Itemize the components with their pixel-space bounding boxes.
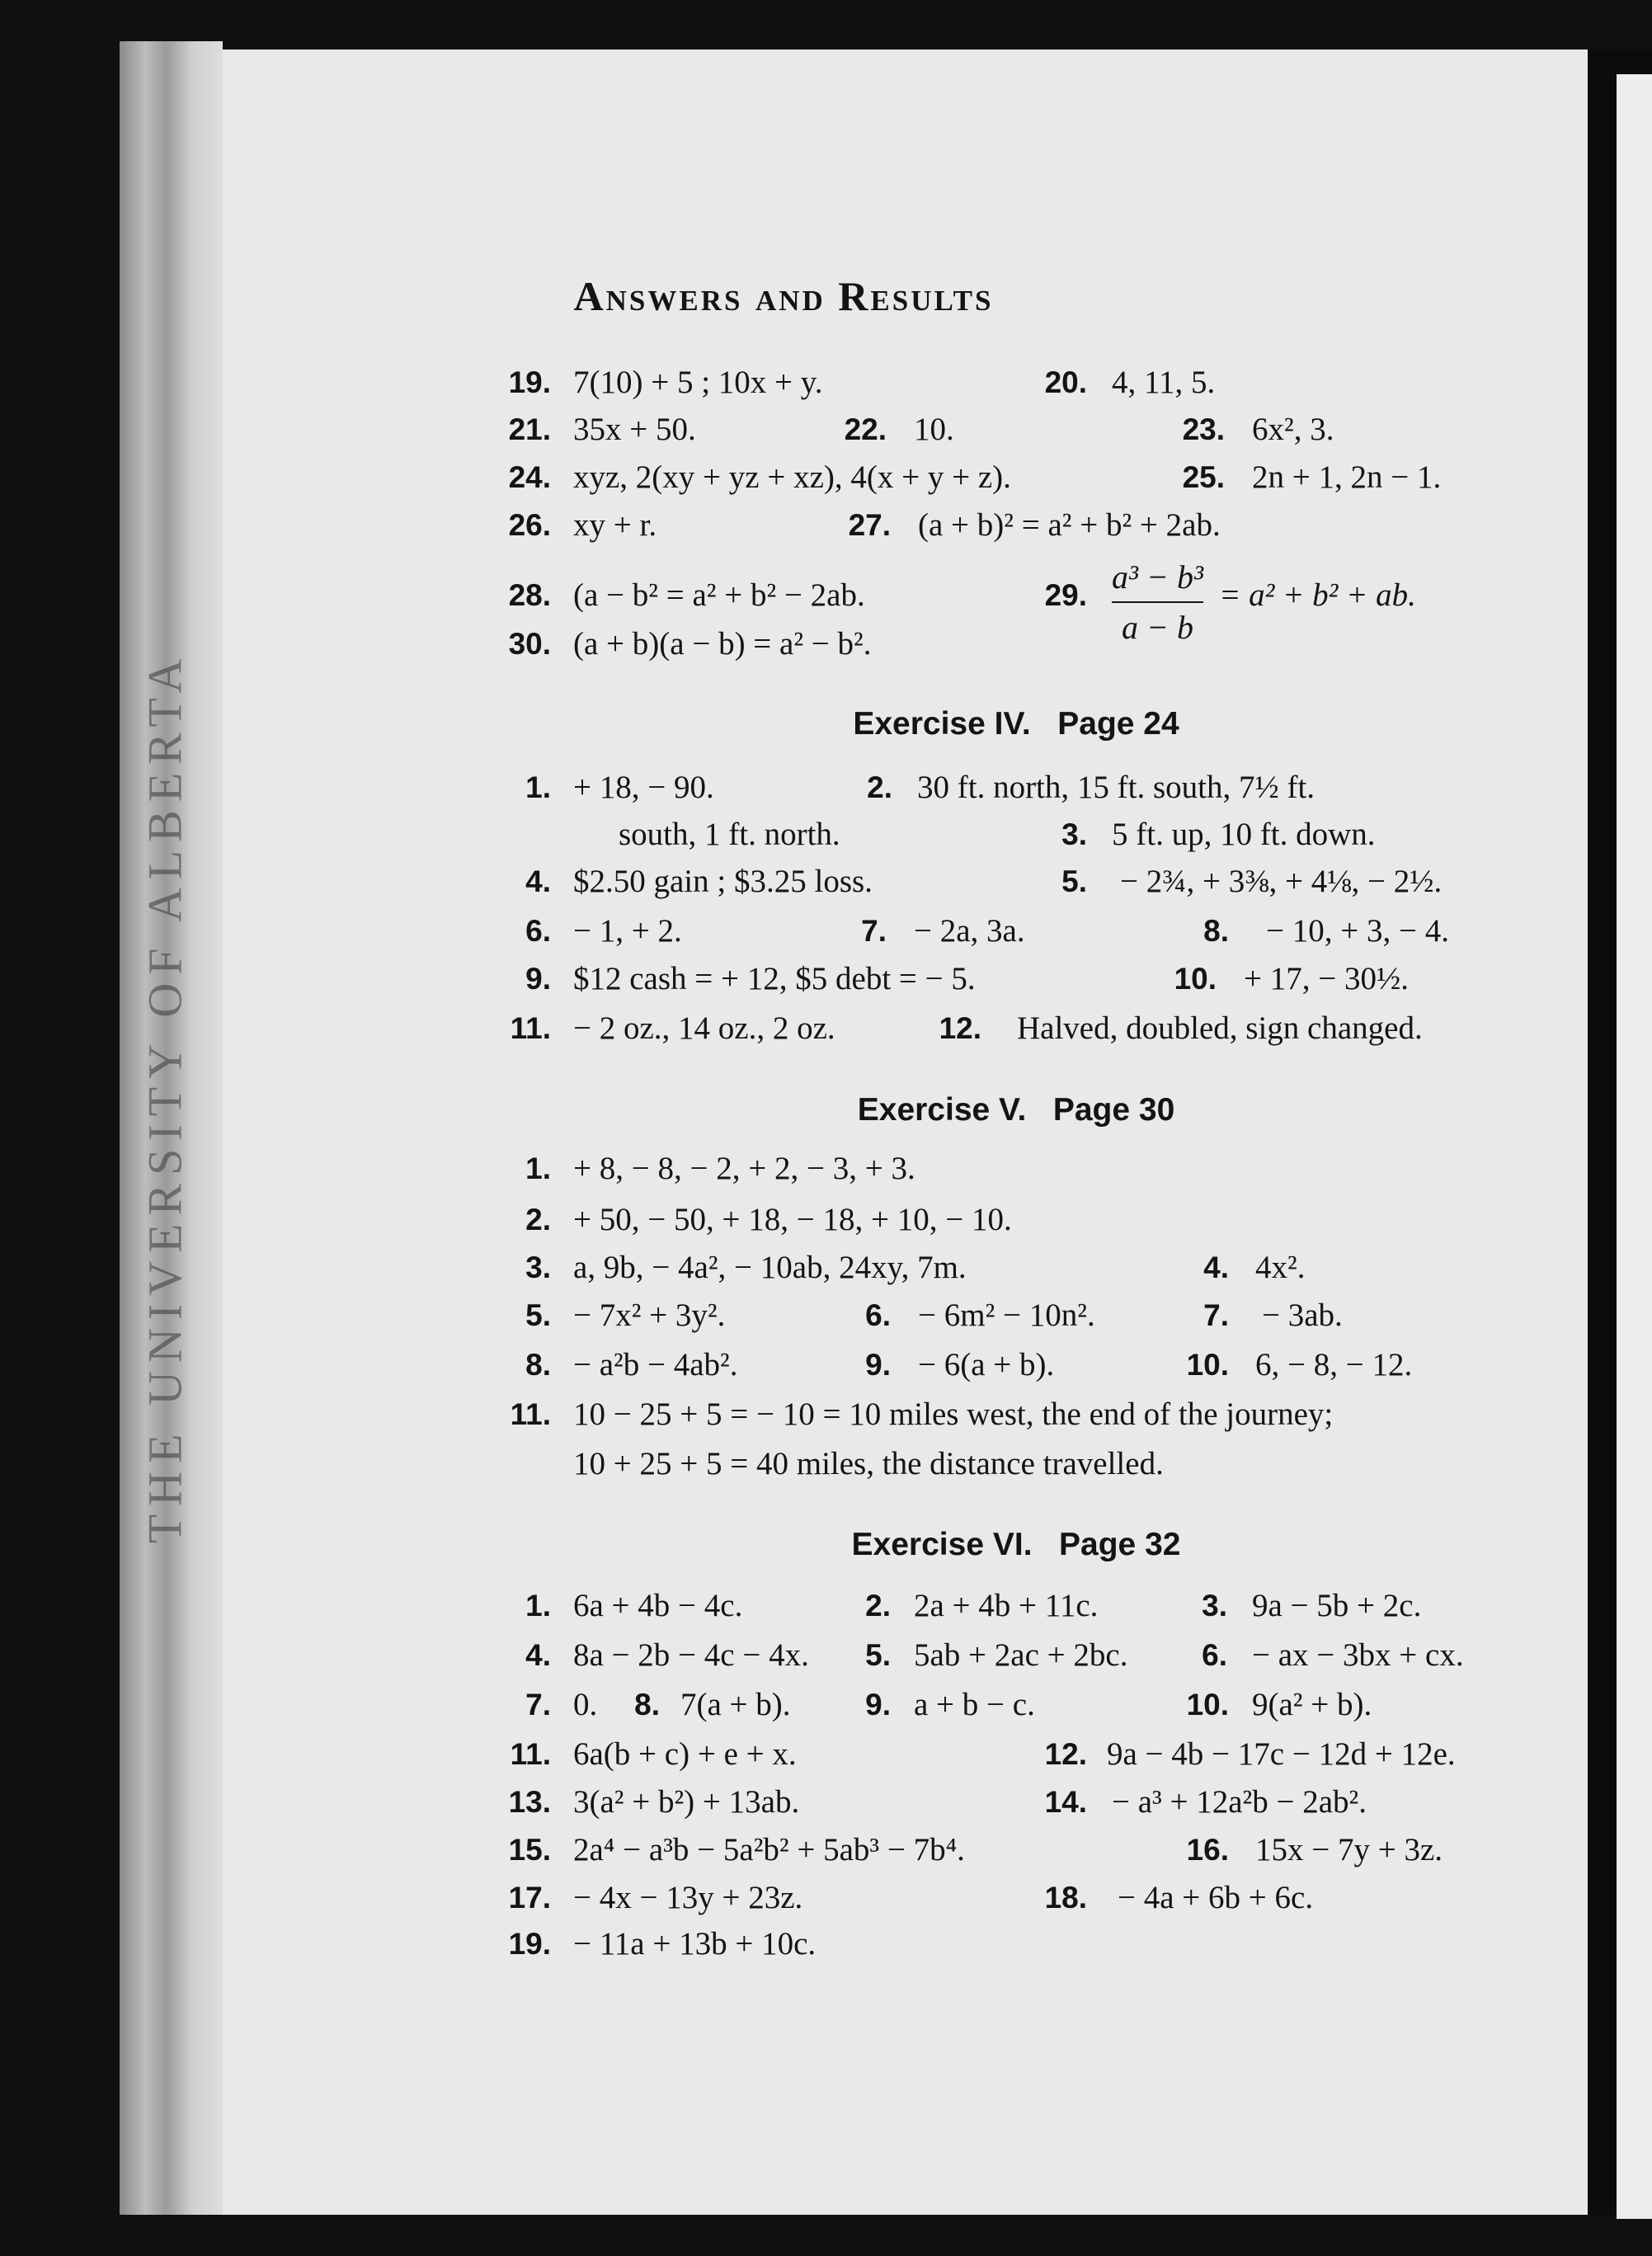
- answer-text: 3(a² + b²) + 13ab.: [573, 1784, 800, 1820]
- answer-text: − ax − 3bx + cx.: [1252, 1637, 1464, 1673]
- answer-text: 10.: [914, 412, 954, 447]
- answer-number: 5.: [865, 1638, 891, 1672]
- answer-text: 7(a + b).: [680, 1687, 791, 1722]
- library-stamp: THE UNIVERSITY OF ALBERTA: [138, 650, 192, 1544]
- answer-text: 6, − 8, − 12.: [1255, 1347, 1413, 1382]
- answer-text: + 17, − 30½.: [1244, 961, 1409, 996]
- answer-text: 0.: [573, 1687, 598, 1722]
- answer-text: xy + r.: [573, 507, 657, 543]
- answer-text: Halved, doubled, sign changed.: [1017, 1010, 1423, 1046]
- answer-text: 2a⁴ − a³b − 5a²b² + 5ab³ − 7b⁴.: [573, 1832, 965, 1867]
- answer-number: 3.: [1202, 1589, 1227, 1623]
- answer-number: 12.: [1044, 1737, 1087, 1771]
- answer-number: 24.: [508, 460, 551, 494]
- answer-number: 12.: [939, 1011, 981, 1045]
- answer-text: 15x − 7y + 3z.: [1255, 1832, 1443, 1867]
- answer-number: 6.: [525, 914, 551, 948]
- book-page: [132, 49, 1608, 2215]
- answer-text: 6a + 4b − 4c.: [573, 1588, 743, 1623]
- answer-number: 9.: [525, 962, 551, 996]
- answer-text: 7(10) + 5 ; 10x + y.: [573, 365, 823, 400]
- answer-number: 19.: [508, 365, 551, 399]
- answer-text: (a − b² = a² + b² − 2ab.: [573, 577, 865, 613]
- answer-number: 23.: [1182, 412, 1225, 446]
- answer-text: 5 ft. up, 10 ft. down.: [1112, 817, 1376, 852]
- answer-text: 9a − 4b − 17c − 12d + 12e.: [1107, 1736, 1456, 1772]
- answer-text: 6a(b + c) + e + x.: [573, 1736, 797, 1772]
- answer-text: (a + b)(a − b) = a² − b².: [573, 626, 872, 662]
- answer-number: 21.: [508, 412, 551, 446]
- answer-text: − 4a + 6b + 6c.: [1118, 1880, 1314, 1915]
- answer-text: − 3ab.: [1262, 1298, 1343, 1333]
- answer-number: 10.: [1186, 1348, 1229, 1382]
- answer-text: − 1, + 2.: [573, 913, 682, 949]
- answer-text: + 18, − 90.: [573, 770, 714, 805]
- answer-text: − 6(a + b).: [918, 1347, 1055, 1382]
- answer-number: 2.: [525, 1203, 551, 1236]
- answer-text: a + b − c.: [914, 1687, 1035, 1722]
- answer-number: 1.: [525, 770, 551, 804]
- fraction-denominator: a − b: [1121, 609, 1193, 646]
- fraction-bar: [1112, 601, 1203, 603]
- answer-text: 6x², 3.: [1252, 412, 1334, 447]
- answer-number: 9.: [865, 1348, 891, 1382]
- answer-text: 10 − 25 + 5 = − 10 = 10 miles west, the end of the journey;: [573, 1396, 1334, 1432]
- answer-number: 4.: [1203, 1250, 1229, 1284]
- answer-number: 13.: [508, 1785, 551, 1819]
- answer-number: 28.: [508, 578, 551, 612]
- answer-text: − 11a + 13b + 10c.: [573, 1926, 817, 1962]
- answer-text: south, 1 ft. north.: [619, 817, 840, 852]
- answer-number: 27.: [848, 508, 891, 542]
- answer-number: 3.: [1061, 817, 1087, 851]
- answer-text: − 4x − 13y + 23z.: [573, 1880, 803, 1915]
- answer-text: 10 + 25 + 5 = 40 miles, the distance travelled.: [573, 1446, 1164, 1481]
- answer-number: 3.: [525, 1250, 551, 1284]
- answer-number: 19.: [508, 1927, 551, 1961]
- answer-number: 10.: [1186, 1688, 1229, 1721]
- answer-text: − 2a, 3a.: [914, 913, 1025, 949]
- answer-number: 6.: [865, 1298, 891, 1332]
- answer-number: 17.: [508, 1881, 551, 1915]
- answer-number: 1.: [525, 1589, 551, 1623]
- answer-text: $2.50 gain ; $3.25 loss.: [573, 864, 873, 899]
- answer-text: 9a − 5b + 2c.: [1252, 1588, 1422, 1623]
- exercise-heading: Exercise VI. Page 32: [851, 1527, 1181, 1562]
- answer-number: 30.: [508, 627, 551, 661]
- answer-number: 2.: [865, 1589, 891, 1623]
- answer-number: 11.: [510, 1011, 551, 1045]
- answer-number: 7.: [1203, 1298, 1229, 1332]
- answer-number: 7.: [861, 914, 887, 948]
- answer-text: + 8, − 8, − 2, + 2, − 3, + 3.: [573, 1151, 915, 1186]
- answer-text: $12 cash = + 12, $5 debt = − 5.: [573, 961, 976, 996]
- exercise-heading: Exercise V. Page 30: [857, 1092, 1175, 1128]
- answer-text: 5ab + 2ac + 2bc.: [914, 1637, 1128, 1673]
- answer-text: − 10, + 3, − 4.: [1266, 913, 1449, 949]
- answer-number: 1.: [525, 1152, 551, 1185]
- answer-number: 5.: [525, 1298, 551, 1332]
- answer-number: 20.: [1044, 365, 1087, 399]
- answer-number: 4.: [525, 1638, 551, 1672]
- answer-number: 10.: [1174, 962, 1217, 996]
- next-page-edge: [1617, 74, 1652, 2219]
- answer-number: 2.: [867, 770, 892, 804]
- answer-text: a, 9b, − 4a², − 10ab, 24xy, 7m.: [573, 1250, 967, 1285]
- answer-number: 8.: [1203, 914, 1229, 948]
- answer-number: 16.: [1186, 1833, 1229, 1867]
- item-29-rhs: = a² + b² + ab.: [1219, 577, 1416, 613]
- answer-number: 25.: [1182, 460, 1225, 494]
- answer-text: 2a + 4b + 11c.: [914, 1588, 1099, 1623]
- answer-number: 26.: [508, 508, 551, 542]
- answer-number: 18.: [1044, 1881, 1087, 1915]
- answer-text: 9(a² + b).: [1252, 1687, 1372, 1722]
- fraction-numerator: a³ − b³: [1112, 558, 1203, 596]
- answer-text: 4x².: [1255, 1250, 1306, 1285]
- answer-text: − a³ + 12a²b − 2ab².: [1112, 1784, 1367, 1820]
- answer-text: 30 ft. north, 15 ft. south, 7½ ft.: [917, 770, 1315, 805]
- answer-number: 22.: [844, 412, 887, 446]
- answer-text: (a + b)² = a² + b² + 2ab.: [918, 507, 1221, 543]
- answer-text: + 50, − 50, + 18, − 18, + 10, − 10.: [573, 1202, 1012, 1237]
- answer-text: − 7x² + 3y².: [573, 1298, 726, 1333]
- answer-text: xyz, 2(xy + yz + xz), 4(x + y + z).: [573, 459, 1011, 495]
- answer-text: − 2 oz., 14 oz., 2 oz.: [573, 1010, 835, 1046]
- answer-number: 8.: [634, 1688, 660, 1721]
- answer-number: 8.: [525, 1348, 551, 1382]
- answer-text: 2n + 1, 2n − 1.: [1252, 459, 1442, 495]
- answer-text: 4, 11, 5.: [1112, 365, 1216, 400]
- answer-number: 5.: [1061, 864, 1087, 898]
- answer-text: − a²b − 4ab².: [573, 1347, 738, 1382]
- answer-number: 7.: [525, 1688, 551, 1721]
- page-title: Answers and Results: [573, 273, 994, 319]
- answer-text: 35x + 50.: [573, 412, 696, 447]
- answer-number: 11.: [510, 1737, 551, 1771]
- answer-text: − 2¾, + 3⅜, + 4⅛, − 2½.: [1120, 864, 1443, 899]
- answer-number: 4.: [525, 864, 551, 898]
- item-29-fraction: [1112, 558, 1203, 647]
- answer-number: 6.: [1202, 1638, 1227, 1672]
- answer-number: 9.: [865, 1688, 891, 1721]
- exercise-heading: Exercise IV. Page 24: [853, 706, 1179, 742]
- answer-number: 14.: [1044, 1785, 1087, 1819]
- answer-number: 11.: [510, 1397, 551, 1431]
- answer-number: 15.: [508, 1833, 551, 1867]
- answer-text: − 6m² − 10n².: [918, 1298, 1095, 1333]
- answer-number: 29.: [1044, 578, 1087, 612]
- answer-text: 8a − 2b − 4c − 4x.: [573, 1637, 809, 1673]
